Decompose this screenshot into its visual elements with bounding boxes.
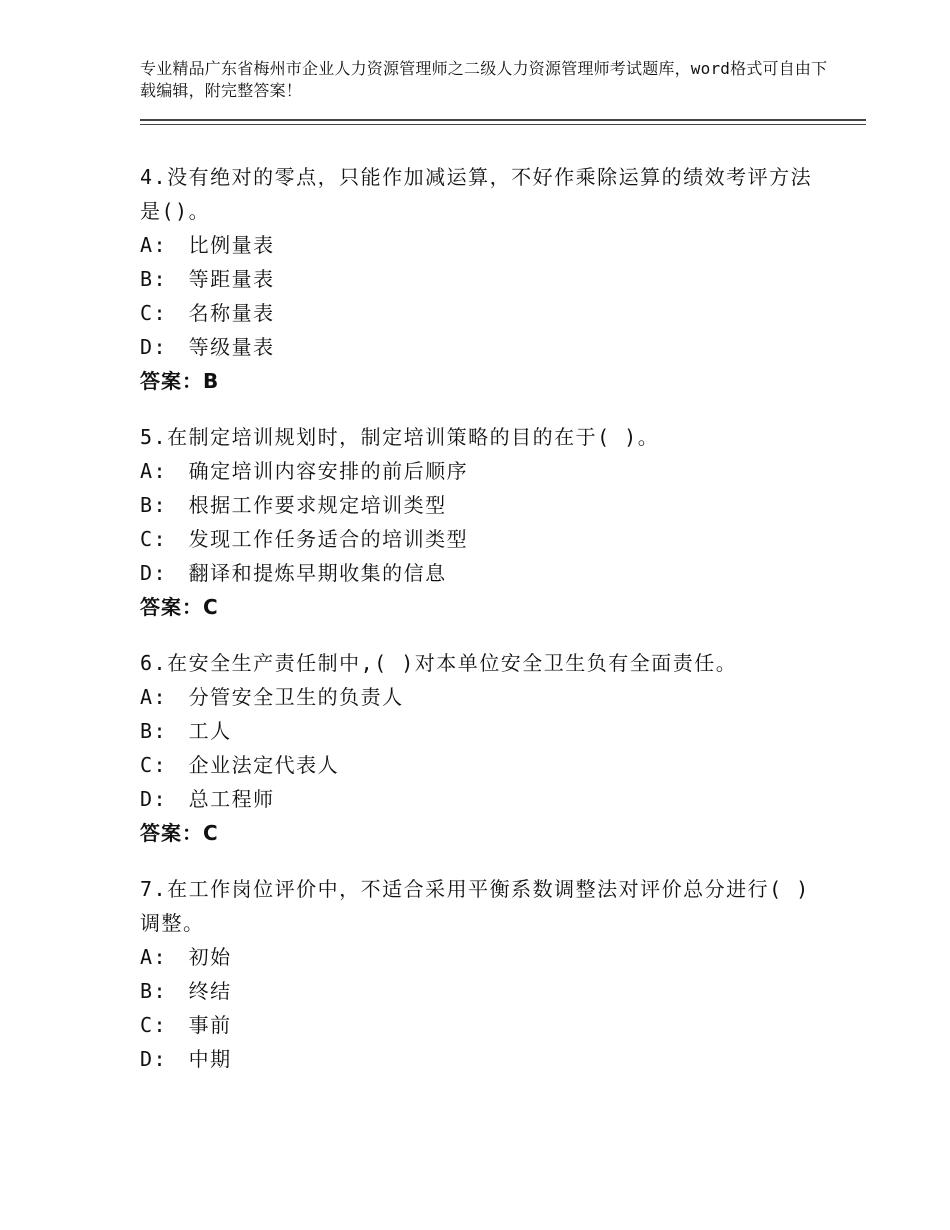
question-7 (140, 872, 820, 1076)
option-b: B: 根据工作要求规定培训类型 (140, 493, 447, 517)
option-a: A: 分管安全卫生的负责人 (140, 685, 404, 709)
option-b: B: 终结 (140, 979, 232, 1003)
option-d: D: 中期 (140, 1047, 232, 1071)
question-4 (140, 160, 820, 398)
question-list (140, 160, 820, 1098)
question-text: 5.在制定培训规划时，制定培训策略的目的在于( )。 (140, 425, 660, 449)
option-b: B: 等距量表 (140, 267, 275, 291)
option-a: A: 确定培训内容安排的前后顺序 (140, 459, 469, 483)
question-text: 4.没有绝对的零点，只能作加减运算，不好作乘除运算的绩效考评方法是()。 (140, 165, 813, 223)
question-6 (140, 646, 820, 850)
option-d: D: 等级量表 (140, 335, 275, 359)
question-5 (140, 420, 820, 624)
answer-label: 答案：C (140, 595, 219, 619)
answer-label: 答案：B (140, 369, 220, 393)
header-divider (140, 119, 866, 121)
question-text: 6.在安全生产责任制中,( )对本单位安全卫生负有全面责任。 (140, 651, 738, 675)
option-d: D: 翻译和提炼早期收集的信息 (140, 561, 447, 585)
option-c: C: 事前 (140, 1013, 232, 1037)
option-c: C: 企业法定代表人 (140, 753, 340, 777)
question-text: 7.在工作岗位评价中，不适合采用平衡系数调整法对评价总分进行( )调整。 (140, 877, 810, 935)
option-a: A: 比例量表 (140, 233, 275, 257)
option-c: C: 发现工作任务适合的培训类型 (140, 527, 469, 551)
option-d: D: 总工程师 (140, 787, 275, 811)
document-header: 专业精品广东省梅州市企业人力资源管理师之二级人力资源管理师考试题库，word格式可自由下载编辑，附完整答案！ (140, 59, 828, 100)
option-c: C: 名称量表 (140, 301, 275, 325)
header-divider-secondary (140, 124, 866, 125)
option-a: A: 初始 (140, 945, 232, 969)
answer-label: 答案：C (140, 821, 219, 845)
option-b: B: 工人 (140, 719, 232, 743)
